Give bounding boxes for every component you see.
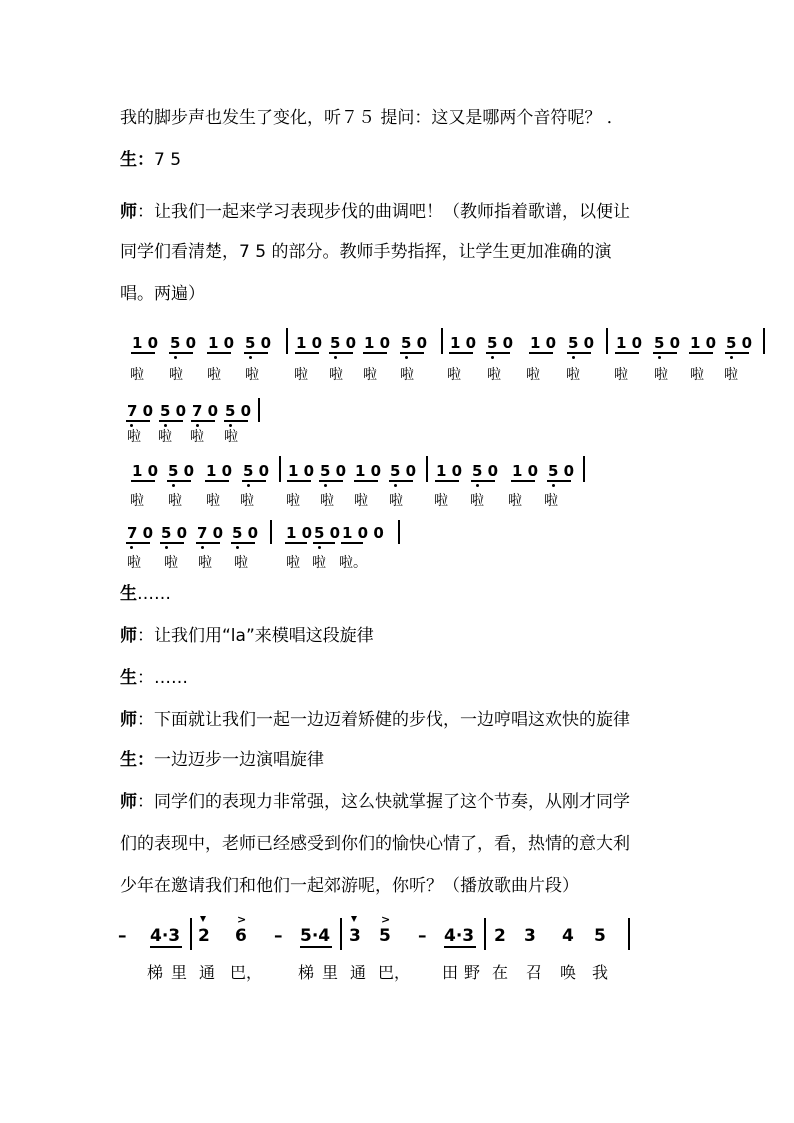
lyric: 啦 bbox=[245, 367, 259, 383]
song-lyric: 梯 bbox=[147, 963, 164, 982]
score-note: 1 0 bbox=[288, 462, 315, 480]
low-octave-dot bbox=[165, 546, 168, 549]
score-note: 1 0 bbox=[296, 334, 323, 352]
score-note: 1 0 bbox=[355, 462, 382, 480]
score-note: 5 0 bbox=[314, 524, 341, 542]
score-note: 5 0 bbox=[568, 334, 595, 352]
speaker-label: 师 bbox=[120, 792, 137, 812]
lyric: 啦 bbox=[164, 555, 178, 571]
score-note: 1 0 bbox=[530, 334, 557, 352]
score-note: 5 0 bbox=[401, 334, 428, 352]
song-lyric: 巴， bbox=[230, 963, 263, 982]
dialogue-text: ：让我们一起来学习表现步伐的曲调吧！（教师指着歌谱，以便让 bbox=[137, 202, 630, 222]
song-note: 6 bbox=[235, 926, 247, 946]
song-lyric: 梯 bbox=[298, 963, 315, 982]
lyric: 啦 bbox=[470, 493, 484, 509]
speaker-label: 生： bbox=[120, 750, 154, 770]
song-lyric: 田 bbox=[442, 963, 459, 982]
underline bbox=[126, 420, 150, 422]
score-note: 1 0 bbox=[286, 524, 313, 542]
underline bbox=[196, 542, 220, 544]
underline bbox=[471, 480, 495, 482]
lyric: 啦 bbox=[224, 429, 238, 445]
lyric: 啦 bbox=[286, 555, 300, 571]
barline bbox=[484, 918, 486, 950]
low-octave-dot bbox=[236, 546, 239, 549]
underline bbox=[354, 480, 378, 482]
song-note: – bbox=[118, 926, 127, 946]
score-note: 1 0 bbox=[512, 462, 539, 480]
score-note: 7 0 bbox=[197, 524, 224, 542]
underline bbox=[126, 542, 150, 544]
lyric: 啦 bbox=[354, 493, 368, 509]
underline bbox=[615, 352, 639, 354]
low-octave-dot bbox=[249, 356, 252, 359]
underline bbox=[167, 480, 191, 482]
dialogue-text: 一边迈步一边演唱旋律 bbox=[154, 750, 324, 770]
lyric: 啦 bbox=[169, 367, 183, 383]
low-octave-dot bbox=[405, 356, 408, 359]
underline bbox=[567, 352, 591, 354]
score-note: 5 0 bbox=[161, 524, 188, 542]
lyric: 啦 bbox=[190, 429, 204, 445]
speaker-label: 师 bbox=[120, 202, 137, 222]
dialogue-text: 同学们看清楚，7 5 的部分。教师手势指挥，让学生更加准确的演 bbox=[120, 242, 612, 262]
song-note: 2 bbox=[494, 926, 506, 946]
dialogue-line bbox=[120, 202, 630, 222]
lyric: 啦 bbox=[286, 493, 300, 509]
dialogue-line bbox=[120, 626, 374, 646]
low-octave-dot bbox=[324, 484, 327, 487]
score-note: 5 0 bbox=[170, 334, 197, 352]
low-octave-dot bbox=[552, 484, 555, 487]
accent-mark bbox=[351, 916, 357, 922]
speaker-label: 生： bbox=[120, 150, 154, 170]
low-octave-dot bbox=[476, 484, 479, 487]
lyric: 啦 bbox=[434, 493, 448, 509]
barline bbox=[441, 328, 443, 354]
barline bbox=[606, 328, 608, 354]
song-lyric: 通 bbox=[350, 963, 367, 982]
underline bbox=[242, 480, 266, 482]
underline bbox=[653, 352, 677, 354]
underline bbox=[191, 420, 215, 422]
score-note: 5 0 bbox=[243, 462, 270, 480]
score-note: 5 0 bbox=[654, 334, 681, 352]
low-octave-dot bbox=[318, 546, 321, 549]
song-note: 4·3 bbox=[444, 926, 475, 946]
dialogue-line bbox=[120, 108, 624, 128]
song-lyric: 唤 bbox=[560, 963, 577, 982]
barline bbox=[190, 918, 192, 950]
song-lyric: 巴， bbox=[378, 963, 411, 982]
song-note: 3 bbox=[524, 926, 536, 946]
song-note: 3 bbox=[349, 926, 361, 946]
dialogue-text: ：…… bbox=[137, 668, 188, 688]
underline bbox=[159, 420, 183, 422]
lyric: 啦 bbox=[158, 429, 172, 445]
score-note: 5 0 bbox=[330, 334, 357, 352]
lyric: 啦 bbox=[614, 367, 628, 383]
lyric: 啦 bbox=[508, 493, 522, 509]
dialogue-line bbox=[120, 242, 611, 262]
song-lyric: 召 bbox=[526, 963, 543, 982]
lyric: 啦 bbox=[130, 493, 144, 509]
underline bbox=[150, 946, 182, 948]
dialogue-text: 我的脚步声也发生了变化，听７５ 提问：这又是哪两个音符呢？ ． bbox=[120, 108, 624, 128]
score-note: 5 0 bbox=[160, 402, 187, 420]
dialogue-line bbox=[120, 750, 324, 770]
low-octave-dot bbox=[172, 484, 175, 487]
dialogue-text: 少年在邀请我们和他们一起郊游呢，你听？（播放歌曲片段） bbox=[120, 876, 579, 896]
low-octave-dot bbox=[658, 356, 661, 359]
barline bbox=[426, 456, 428, 482]
lyric: 啦 bbox=[329, 367, 343, 383]
score-note: 7 0 bbox=[192, 402, 219, 420]
underline bbox=[207, 352, 231, 354]
underline bbox=[444, 946, 476, 948]
underline bbox=[244, 352, 268, 354]
lyric: 啦 bbox=[487, 367, 501, 383]
barline bbox=[583, 456, 585, 482]
lyric: 啦 bbox=[654, 367, 668, 383]
lyric: 啦 bbox=[198, 555, 212, 571]
lyric: 啦 bbox=[206, 493, 220, 509]
lyric: 啦 bbox=[312, 555, 326, 571]
barline bbox=[279, 456, 281, 482]
lyric: 啦 bbox=[127, 555, 141, 571]
dialogue-line bbox=[120, 150, 181, 170]
low-octave-dot bbox=[247, 484, 250, 487]
score-note: 1 0 bbox=[450, 334, 477, 352]
song-lyric: 里 bbox=[171, 963, 188, 982]
score-note: 1 0 bbox=[436, 462, 463, 480]
lyric: 啦 bbox=[363, 367, 377, 383]
low-octave-dot bbox=[394, 484, 397, 487]
song-note: – bbox=[274, 926, 283, 946]
underline bbox=[486, 352, 510, 354]
song-lyric: 在 bbox=[492, 963, 509, 982]
song-note: 5·4 bbox=[300, 926, 331, 946]
lyric: 啦 bbox=[130, 367, 144, 383]
score-note: 1 0 bbox=[690, 334, 717, 352]
underline bbox=[389, 480, 413, 482]
underline bbox=[205, 480, 229, 482]
song-note: 5 bbox=[379, 926, 391, 946]
dialogue-text: ：让我们用“la”来模唱这段旋律 bbox=[137, 626, 374, 646]
underline bbox=[285, 542, 307, 544]
score-note: 5 0 bbox=[548, 462, 575, 480]
song-lyric: 我 bbox=[592, 963, 609, 982]
speaker-label: 生 bbox=[120, 584, 137, 604]
dialogue-text: ：下面就让我们一起一边迈着矫健的步伐，一边哼唱这欢快的旋律 bbox=[137, 710, 630, 730]
lyric: 啦 bbox=[294, 367, 308, 383]
low-octave-dot bbox=[130, 546, 133, 549]
underline bbox=[287, 480, 311, 482]
accent-mark bbox=[200, 916, 206, 922]
underline bbox=[725, 352, 749, 354]
low-octave-dot bbox=[730, 356, 733, 359]
low-octave-dot bbox=[334, 356, 337, 359]
speaker-label: 生 bbox=[120, 668, 137, 688]
dialogue-text: ：同学们的表现力非常强，这么快就掌握了这个节奏，从刚才同学 bbox=[137, 792, 630, 812]
song-note: 5 bbox=[594, 926, 606, 946]
lyric: 啦 bbox=[240, 493, 254, 509]
song-lyric: 里 bbox=[322, 963, 339, 982]
underline bbox=[547, 480, 571, 482]
lyric: 啦 bbox=[234, 555, 248, 571]
score-note: 5 0 bbox=[225, 402, 252, 420]
dialogue-line bbox=[120, 710, 630, 730]
underline bbox=[400, 352, 424, 354]
score-note: 5 0 bbox=[390, 462, 417, 480]
song-note: 4·3 bbox=[150, 926, 181, 946]
score-note: 1 0 bbox=[132, 462, 159, 480]
lyric: 啦 bbox=[400, 367, 414, 383]
underline bbox=[131, 352, 155, 354]
barline bbox=[270, 520, 272, 544]
underline bbox=[131, 480, 155, 482]
underline bbox=[224, 420, 248, 422]
dialogue-line bbox=[120, 284, 205, 304]
dialogue-text: 7 5 bbox=[154, 150, 182, 170]
lyric: 啦 bbox=[320, 493, 334, 509]
low-octave-dot bbox=[491, 356, 494, 359]
accent-mark: > bbox=[237, 913, 247, 926]
low-octave-dot bbox=[201, 546, 204, 549]
speaker-label: 师 bbox=[120, 710, 137, 730]
low-octave-dot bbox=[572, 356, 575, 359]
barline bbox=[398, 520, 400, 544]
song-note: 4 bbox=[562, 926, 574, 946]
underline bbox=[313, 542, 335, 544]
dialogue-line bbox=[120, 834, 630, 854]
underline bbox=[319, 480, 343, 482]
underline bbox=[511, 480, 535, 482]
score-note: 1 0 bbox=[208, 334, 235, 352]
score-note: 5 0 bbox=[245, 334, 272, 352]
underline bbox=[329, 352, 353, 354]
score-note: 5 0 bbox=[320, 462, 347, 480]
underline bbox=[295, 352, 319, 354]
lyric: 啦 bbox=[127, 429, 141, 445]
dialogue-line bbox=[120, 792, 630, 812]
lyric: 啦 bbox=[526, 367, 540, 383]
barline bbox=[286, 328, 288, 354]
barline bbox=[258, 398, 260, 422]
score-note: 5 0 bbox=[726, 334, 753, 352]
dialogue-line bbox=[120, 876, 579, 896]
lyric: 啦 bbox=[724, 367, 738, 383]
lyric: 啦 bbox=[447, 367, 461, 383]
speaker-label: 师 bbox=[120, 626, 137, 646]
underline bbox=[449, 352, 473, 354]
lyric: 啦 bbox=[566, 367, 580, 383]
lyric: 啦 bbox=[168, 493, 182, 509]
score-note: 5 0 bbox=[232, 524, 259, 542]
low-octave-dot bbox=[174, 356, 177, 359]
lyric: 啦 bbox=[389, 493, 403, 509]
song-note: – bbox=[418, 926, 427, 946]
score-note: 5 0 bbox=[487, 334, 514, 352]
song-lyric: 通 bbox=[199, 963, 216, 982]
lyric: 啦 bbox=[544, 493, 558, 509]
barline bbox=[340, 918, 342, 950]
underline bbox=[300, 946, 332, 948]
underline bbox=[363, 352, 387, 354]
barline bbox=[628, 918, 630, 950]
score-note: 7 0 bbox=[127, 524, 154, 542]
lyric: 啦 bbox=[207, 367, 221, 383]
score-note: 1 0 bbox=[616, 334, 643, 352]
dialogue-line bbox=[120, 584, 171, 604]
lyric: 啦 bbox=[690, 367, 704, 383]
song-lyric: 野 bbox=[464, 963, 481, 982]
score-note: 1 0 bbox=[206, 462, 233, 480]
score-note: 5 0 bbox=[472, 462, 499, 480]
score-note: 7 0 bbox=[127, 402, 154, 420]
underline bbox=[341, 542, 363, 544]
underline bbox=[231, 542, 255, 544]
underline bbox=[160, 542, 184, 544]
score-note: 1 0 bbox=[364, 334, 391, 352]
underline bbox=[435, 480, 459, 482]
score-note: 5 0 bbox=[168, 462, 195, 480]
dialogue-text: …… bbox=[137, 584, 171, 604]
lyric: 啦。 bbox=[339, 555, 367, 571]
underline bbox=[689, 352, 713, 354]
underline bbox=[529, 352, 553, 354]
dialogue-text: 唱。两遍） bbox=[120, 284, 205, 304]
underline bbox=[169, 352, 193, 354]
barline bbox=[763, 328, 765, 354]
dialogue-line bbox=[120, 668, 188, 688]
score-note: 1 0 bbox=[132, 334, 159, 352]
score-note: 1 0 0 bbox=[342, 524, 384, 542]
accent-mark: > bbox=[381, 913, 391, 926]
dialogue-text: 们的表现中，老师已经感受到你们的愉快心情了，看，热情的意大利 bbox=[120, 834, 630, 854]
song-note: 2 bbox=[198, 926, 210, 946]
